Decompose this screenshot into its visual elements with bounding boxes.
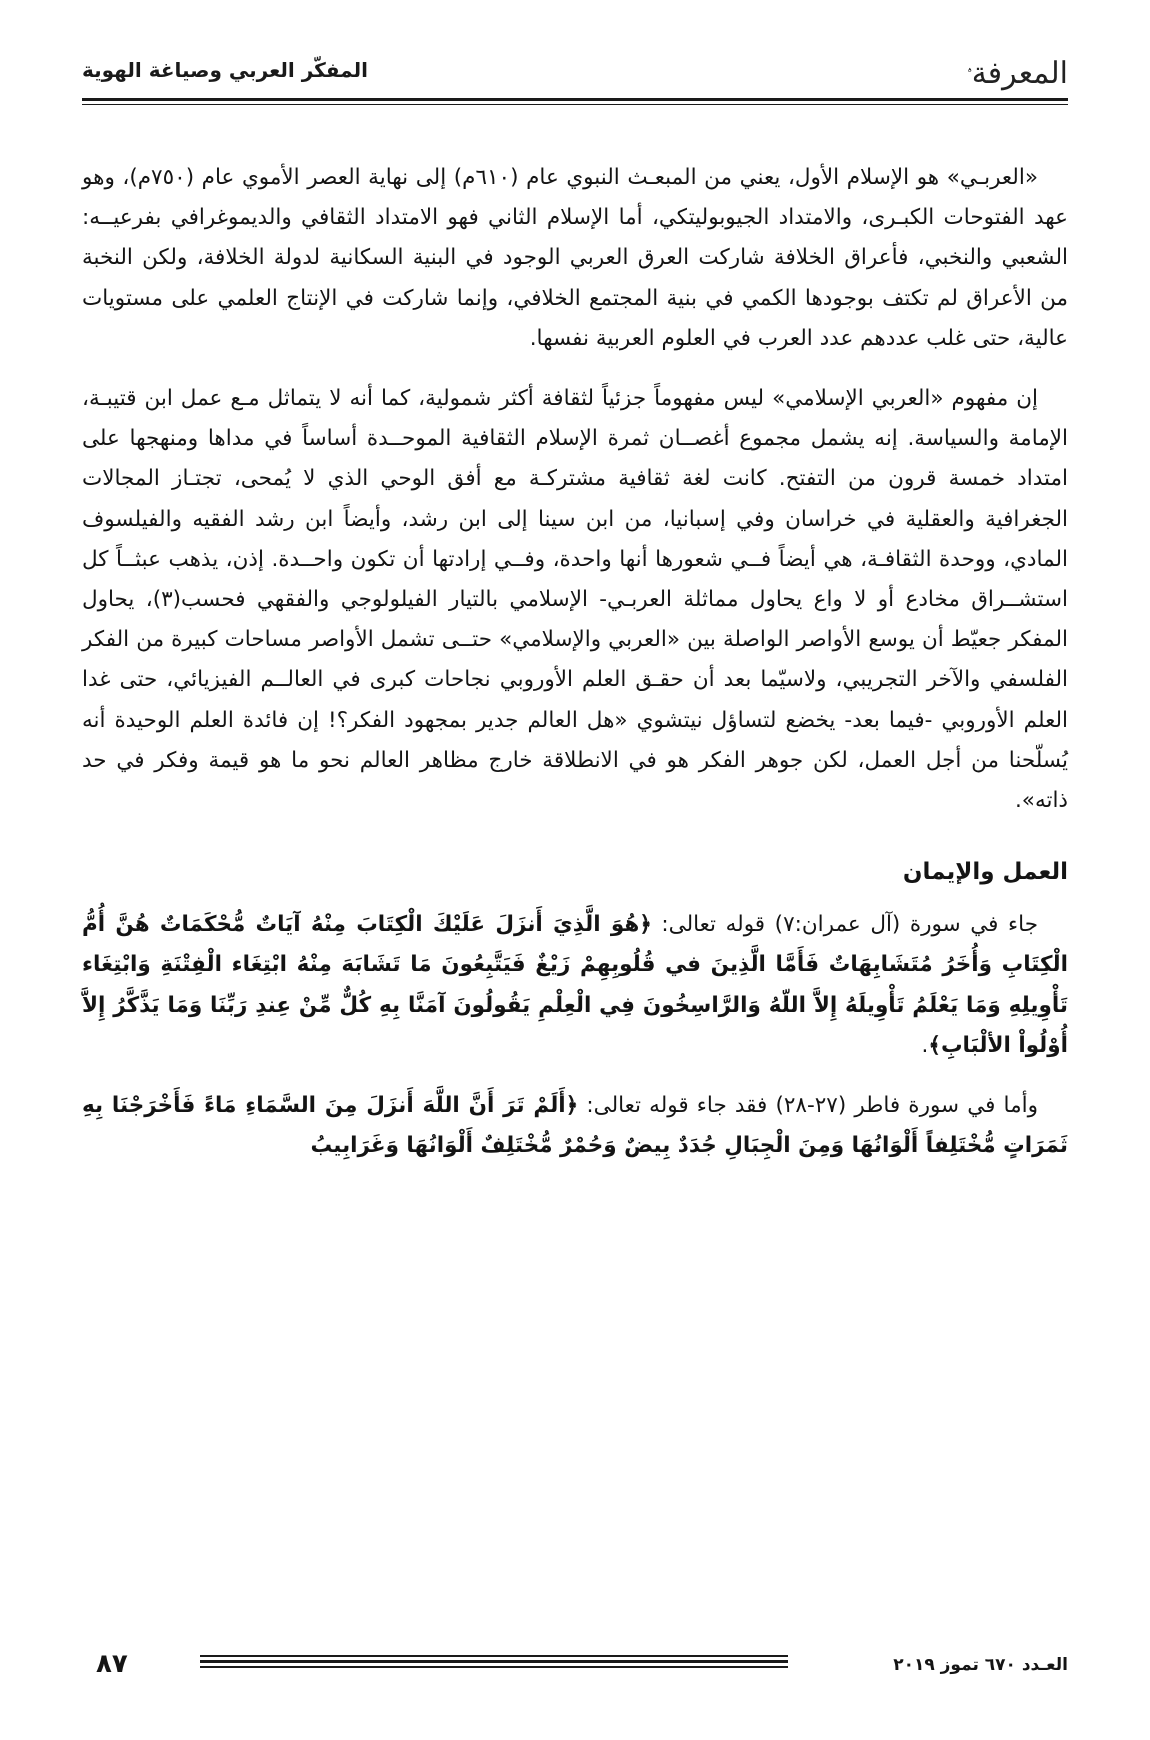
quran-verse: ﴿هُوَ الَّذِيَ أَنزَلَ عَلَيْكَ الْكِتَابَ مِنْهُ آيَاتٌ مُّحْكَمَاتٌ هُنَّ أُمُّ الْكِتَابِ وَأُخَرُ مُتَشَابِهَاتٌ فَأَمَّا الَّذِينَ في قُلُوبِهِمْ زَيْغٌ فَيَتَّبِعُونَ مَا تَشَابَهَ مِنْهُ ابْتِغَاء الْفِتْنَةِ وَابْتِغَاء تَأْوِيلِهِ وَمَا يَعْلَمُ تَأْوِيلَهُ إِلاَّ اللّهُ وَالرَّاسِخُونَ فِي الْعِلْمِ يَقُولُونَ آمَنَّا بِهِ كُلٌّ مِّنْ عِندِ رَبِّنَا وَمَا يَذَّكَّرُ إِلاَّ أُوْلُواْ الألْبَابِ﴾ [82,912,1068,1058]
quote-intro: وأما في سورة فاطر (٢٧-٢٨) فقد جاء قوله تعالى: [578,1093,1038,1119]
article-body [82,158,1068,1166]
journal-logo-text: المعرفة [971,56,1068,91]
paragraph-2: إن مفهوم «العربي الإسلامي» ليس مفهوماً جزئياً لثقافة أكثر شمولية، كما أنه لا يتماثل مـع عمل ابن قتيبـة، الإمامة والسياسة. إنه يشمل مجموع أغصــان ثمرة الإسلام الثقافية الموحــدة أساساً في مداها ومنهجها على امتداد خمسة قرون من التفتح. كانت لغة ثقافية مشتركـة مع أفق الوحي الذي لا يُمحى، تجتـاز المجالات الجغرافية والعقلية في خراسان وفي إسبانيا، من ابن سينا إلى ابن رشد، وأيضاً ابن رشد الفقيه والفيلسوف المادي، ووحدة الثقافـة، هي أيضاً فــي شعورها أنها واحدة، وفــي إرادتها أن تكون واحــدة. إذن، يذهب عبثــاً كل استشــراق مخادع أو لا واع يحاول مماثلة العربـي- الإسلامي بالتيار الفيلولوجي والفقهي فحسب(٣)، يحاول المفكر جعيّط أن يوسع الأواصر الواصلة بين «العربي والإسلامي» حتــى تشمل الأواصر مساحات كبيرة من الفكر الفلسفي والآخر التجريبي، ولاسيّما بعد أن حقـق العلم الأوروبي نجاحات كبرى في العالــم الفيزيائي، حتى غدا العلم الأوروبي -فيما بعد- يخضع لتساؤل نيتشوي «هل العالم جدير بمجهود الفكر؟! إن فائدة العلم الوحيدة أنه يُسلّحنا من أجل العمل، لكن جوهر الفكر هو في الانطلاقة خارج مظاهر العالم نحو ما هو قيمة وفكر في حد ذاته». [82,386,1068,814]
page-footer [82,1647,1068,1683]
quote-intro: جاء في سورة (آل عمران:٧) قوله تعالى: [651,912,1038,938]
quote-paragraph-2 [82,1086,1068,1166]
header-rule-thick [82,98,1068,101]
journal-logo [968,52,1068,91]
page-number: ٨٧ [96,1649,128,1679]
running-title: المفكّر العربي وصياغة الهوية [82,58,368,82]
quote-end: . [921,1032,929,1058]
section-heading: العمل والإيمان [902,859,1068,886]
quote-paragraph-1 [82,905,1068,1066]
journal-logo-sup: ﮦ [967,61,972,76]
footer-rule [200,1660,788,1663]
footer-rule [200,1666,788,1668]
header-rule-thin [82,104,1068,105]
paragraph-1: «العربـي» هو الإسلام الأول، يعني من المبعـث النبوي عام (٦١٠م) إلى نهاية العصر الأموي عام (٧٥٠م)، وهو عهد الفتوحات الكبـرى، والامتداد الجيوبوليتكي، أما الإسلام الثاني فهو الامتداد الثقافي والديموغرافي بفرعيــه: الشعبي والنخبي، فأعراق الخلافة شاركت العرق العربي الوجود في البنية السكانية لدولة الخلافة، ولكن النخبة من الأعراق لم تكتف بوجودها الكمي في بنية المجتمع الخلافي، وإنما شاركت في الإنتاج العلمي على مستويات عالية، حتى غلب عددهم عدد العرب في العلوم العربية نفسها. [82,165,1068,351]
footer-rule [200,1655,788,1657]
quran-verse: ﴿أَلَمْ تَرَ أَنَّ اللَّهَ أَنزَلَ مِنَ السَّمَاءِ مَاءً فَأَخْرَجْنَا بِهِ ثَمَرَاتٍ مُّخْتَلِفاً أَلْوَانُهَا وَمِنَ الْجِبَالِ جُدَدٌ بِيضٌ وَحُمْرٌ مُّخْتَلِفٌ أَلْوَانُهَا وَغَرَابِيبُ [82,1093,1068,1159]
page-header [82,52,1068,92]
issue-info: العـدد ٦٧٠ تموز ٢٠١٩ [893,1655,1068,1675]
